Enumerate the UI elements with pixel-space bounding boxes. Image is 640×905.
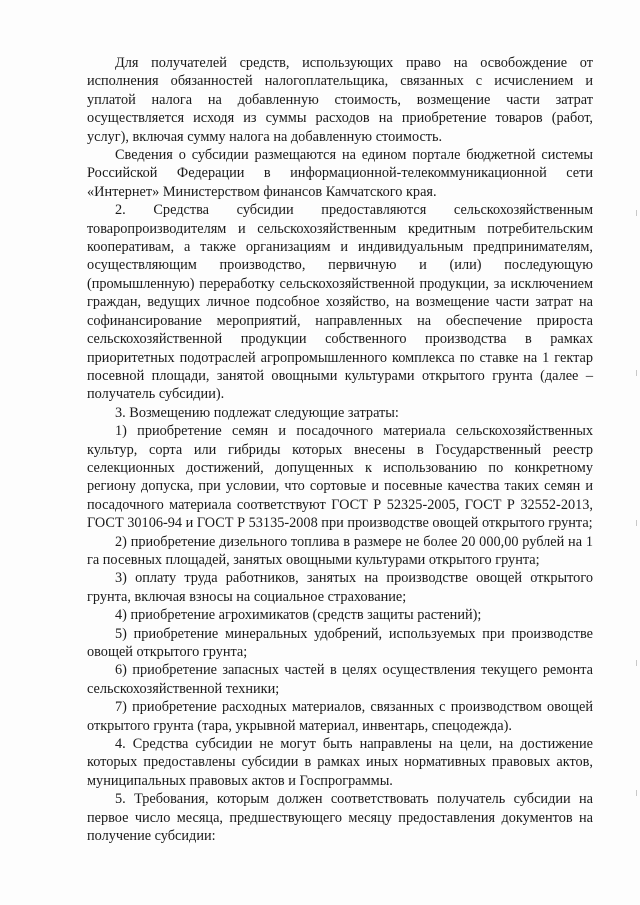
paragraph-section-4: 4. Средства субсидии не могут быть направлены на цели, на достижение которых предоставлены субсидии в рамках иных нормативных правовых актов, муниципальных правовых актов и Госпрограммы. [87, 736, 593, 789]
paragraph-subsidy-info: Сведения о субсидии размещаются на едином портале бюджетной системы Российской Федерации в информационной-телекоммуникационной сети «Интернет» Министерством финансов Камчатского края. [87, 147, 593, 200]
paragraph-section-5: 5. Требования, которым должен соответствовать получатель субсидии на первое число месяца, предшествующего месяцу предоставления документов на получение субсидии: [87, 791, 593, 845]
list-item-6: 6) приобретение запасных частей в целях осуществления текущего ремонта сельскохозяйственной техники; [87, 662, 593, 697]
list-item-1: 1) приобретение семян и посадочного материала сельскохозяйственных культур, сорта или гибриды которых внесены в Государственный реестр селекционных достижений, допущенных к использованию по конкретному региону допуска, при условии, что сортовые и посевные качества таких семян и посадочного материала соответствуют ГОСТ Р 52325-2005, ГОСТ Р 32552-2013, ГОСТ 30106-94 и ГОСТ Р 53135-2008 при производстве овощей открытого грунта; [87, 423, 593, 532]
list-item-4: 4) приобретение агрохимикатов (средств защиты растений); [115, 607, 482, 624]
list-item-2: 2) приобретение дизельного топлива в размере не более 20 000,00 рублей на 1 га посевных площадей, занятых овощными культурами открытого грунта; [87, 533, 593, 568]
list-item-3: 3) оплату труда работников, занятых на производстве овощей открытого грунта, включая взносы на социальное страхование; [87, 570, 593, 605]
document-body [87, 54, 593, 845]
list-item-7: 7) приобретение расходных материалов, связанных с производством овощей открытого грунта (тара, укрывной материал, инвентарь, спецодежда). [87, 699, 593, 734]
paragraph-section-2: 2. Средства субсидии предоставляются сельскохозяйственным товаропроизводителям и сельскохозяйственным кредитным потребительским кооперативам, а также организациям и индивидуальным предпринимателям, осуществляющим производство, первичную и (или) последующую (промышленную) переработку сельскохозяйственной продукции, за исключением граждан, ведущих личное подсобное хозяйство, на возмещение части затрат на софинансирование мероприятий, направленных на обеспечение прироста сельскохозяйственной продукции собственного производства в рамках приоритетных подотраслей агропромышленного комплекса по ставке на 1 гектар посевной площади, занятой овощными культурами открытого грунта (далее – получатель субсидии). [87, 202, 593, 403]
paragraph-section-3: 3. Возмещению подлежат следующие затраты: [115, 404, 399, 421]
paragraph-vat-exemption: Для получателей средств, использующих право на освобождение от исполнения обязанностей налогоплательщика, связанных с исчислением и уплатой налога на добавленную стоимость, возмещение части затрат осуществляется исходя из суммы расходов на приобретение товаров (работ, услуг), включая сумму налога на добавленную стоимость. [87, 55, 593, 145]
list-item-5: 5) приобретение минеральных удобрений, используемых при производстве овощей открытого грунта; [87, 625, 593, 660]
